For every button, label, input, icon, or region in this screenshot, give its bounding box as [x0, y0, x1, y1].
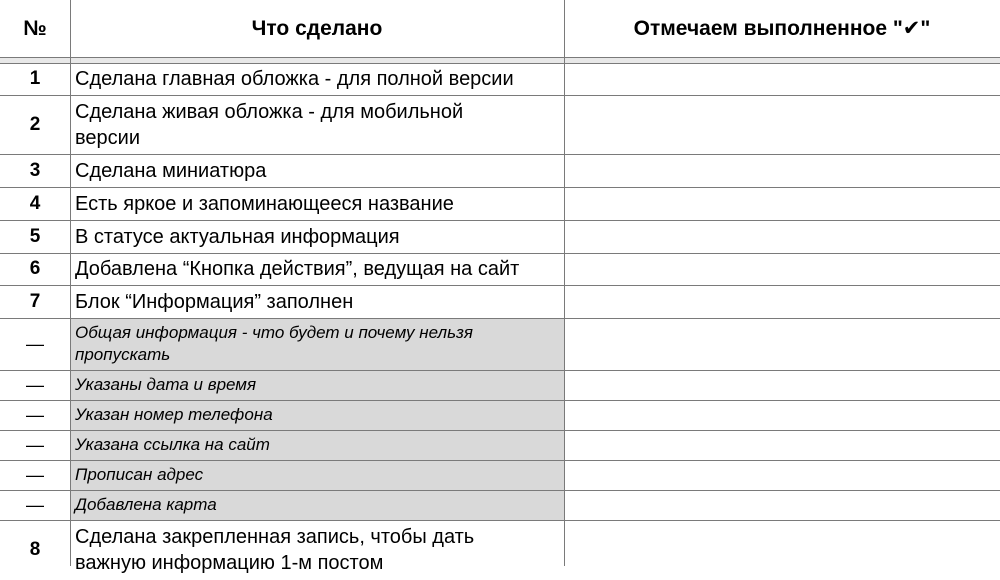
table-row	[0, 400, 1000, 430]
table-row	[0, 253, 1000, 285]
row-check-cell[interactable]	[564, 370, 1000, 400]
header-row	[0, 0, 1000, 57]
row-number: —	[26, 464, 44, 485]
row-task[interactable]: В статусе актуальная информация	[75, 225, 400, 248]
table-row	[0, 95, 1000, 154]
row-check-cell[interactable]	[564, 520, 1000, 580]
row-check-cell[interactable]	[564, 460, 1000, 490]
row-divider	[0, 95, 1000, 96]
row-number: 6	[29, 258, 41, 279]
row-task[interactable]: Сделана закрепленная запись, чтобы дать важную информацию 1-м постом	[75, 526, 475, 574]
row-task[interactable]: Прописан адрес	[70, 460, 564, 490]
row-number: —	[26, 374, 44, 395]
table-row	[0, 63, 1000, 95]
row-number: 5	[29, 225, 41, 247]
table-row	[0, 285, 1000, 318]
row-task[interactable]: Сделана главная обложка - для полной версии	[75, 68, 514, 90]
row-task[interactable]: Есть яркое и запоминающееся название	[75, 192, 454, 215]
row-number: —	[26, 494, 44, 515]
column-divider	[564, 0, 565, 566]
header-check: Отмечаем выполненное "✔"	[633, 17, 931, 40]
table-row	[0, 370, 1000, 400]
row-check-cell[interactable]	[564, 490, 1000, 520]
row-number: 7	[29, 290, 41, 312]
row-task[interactable]: Сделана миниатюра	[75, 159, 267, 182]
row-check-cell[interactable]	[564, 285, 1000, 318]
row-divider	[0, 520, 1000, 521]
table-row	[0, 220, 1000, 253]
table-row	[0, 154, 1000, 187]
row-divider	[0, 253, 1000, 254]
table-row	[0, 318, 1000, 370]
row-divider	[0, 318, 1000, 319]
row-check-cell[interactable]	[564, 154, 1000, 187]
row-task[interactable]: Добавлена “Кнопка действия”, ведущая на сайт	[75, 258, 520, 280]
table-row	[0, 490, 1000, 520]
row-task[interactable]: Добавлена карта	[70, 490, 564, 520]
table-row	[0, 430, 1000, 460]
row-divider	[0, 430, 1000, 431]
row-divider	[0, 220, 1000, 221]
row-task[interactable]: Указаны дата и время	[70, 370, 564, 400]
header-number: №	[23, 16, 47, 40]
row-divider	[0, 187, 1000, 188]
row-number: —	[26, 434, 44, 455]
column-divider	[70, 0, 71, 566]
row-divider	[0, 460, 1000, 461]
row-divider	[0, 490, 1000, 491]
row-divider	[0, 285, 1000, 286]
row-number: 3	[29, 159, 41, 181]
row-check-cell[interactable]	[564, 95, 1000, 154]
row-task[interactable]: Указана ссылка на сайт	[70, 430, 564, 460]
table-row	[0, 187, 1000, 220]
table-row	[0, 460, 1000, 490]
table-row	[0, 520, 1000, 580]
row-task[interactable]: Указан номер телефона	[70, 400, 564, 430]
row-divider	[0, 154, 1000, 155]
row-check-cell[interactable]	[564, 400, 1000, 430]
row-number: 2	[29, 113, 41, 135]
row-number: 4	[29, 192, 41, 214]
row-divider	[0, 63, 1000, 64]
row-divider	[0, 57, 1000, 58]
row-check-cell[interactable]	[564, 187, 1000, 220]
row-number: —	[26, 404, 44, 425]
row-check-cell[interactable]	[564, 318, 1000, 370]
row-divider	[0, 370, 1000, 371]
row-number: —	[26, 333, 44, 354]
row-number: 8	[29, 539, 41, 560]
row-task[interactable]: Сделана живая обложка - для мобильной версии	[75, 100, 464, 149]
row-check-cell[interactable]	[564, 220, 1000, 253]
row-task[interactable]: Блок “Информация” заполнен	[75, 290, 354, 313]
row-check-cell[interactable]	[564, 430, 1000, 460]
row-check-cell[interactable]	[564, 253, 1000, 285]
row-task[interactable]: Общая информация - что будет и почему нельзя пропускать	[70, 318, 564, 370]
row-number: 1	[29, 68, 41, 89]
header-task: Что сделано	[251, 16, 383, 40]
row-divider	[0, 400, 1000, 401]
row-check-cell[interactable]	[564, 63, 1000, 95]
